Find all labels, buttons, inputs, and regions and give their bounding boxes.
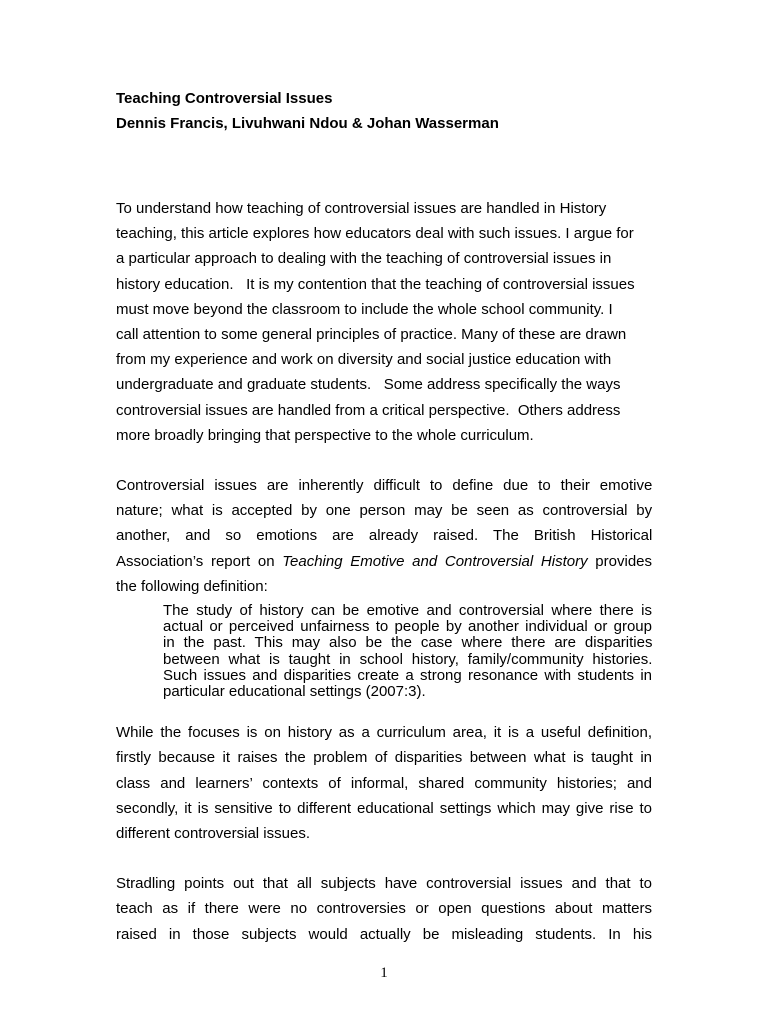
paragraph-line: more broadly bringing that perspective to the whole curriculum. bbox=[116, 426, 534, 444]
paragraph-line: secondly, it is sensitive to different educational settings which may give rise to bbox=[116, 799, 652, 817]
line-text: provides bbox=[587, 552, 653, 570]
paragraph-line: To understand how teaching of controversial issues are handled in History bbox=[116, 200, 607, 217]
block-quote bbox=[163, 603, 652, 700]
spacer bbox=[116, 448, 652, 473]
paragraph-line: undergraduate and graduate students. Some address specifically the ways bbox=[116, 376, 621, 394]
paragraph-line: While the focuses is on history as a curriculum area, it is a useful definition, bbox=[116, 724, 652, 742]
paragraph-line: a particular approach to dealing with the teaching of controversial issues in bbox=[116, 250, 612, 268]
paragraph-line: nature; what is accepted by one person may be seen as controversial by bbox=[116, 502, 653, 520]
paragraph-line: teach as if there were no controversies or open questions about matters bbox=[116, 900, 652, 918]
document-title: Teaching Controversial Issues bbox=[116, 90, 333, 107]
quote-line: actual or perceived unfairness to people by another individual or group bbox=[163, 618, 652, 636]
paragraph-line: must move beyond the classroom to include the whole school community. I bbox=[116, 300, 613, 318]
spacer bbox=[116, 136, 652, 196]
report-title-italic: Teaching Emotive and Controversial History bbox=[282, 552, 588, 570]
spacer bbox=[116, 700, 652, 720]
paragraph-line: raised in those subjects would actually be misleading students. In his bbox=[116, 925, 652, 943]
paragraph-line: different controversial issues. bbox=[116, 825, 310, 843]
spacer bbox=[116, 846, 652, 871]
paragraph-line: Stradling points out that all subjects have controversial issues and that to bbox=[116, 875, 652, 893]
quote-line: The study of history can be emotive and controversial where there is bbox=[163, 602, 652, 620]
paragraph-definition bbox=[116, 473, 652, 599]
line-text: Association’s report on bbox=[116, 552, 283, 570]
paragraph-stradling bbox=[116, 871, 652, 947]
quote-line: Such issues and disparities create a strong resonance with students in bbox=[163, 666, 652, 684]
quote-line: between what is taught in school history, family/community histories. bbox=[163, 650, 653, 668]
paragraph-line: firstly because it raises the problem of disparities between what is taught in bbox=[116, 749, 652, 767]
document-authors: Dennis Francis, Livuhwani Ndou & Johan Wasserman bbox=[116, 115, 499, 132]
quote-line: in the past. This may also be the case where there are disparities bbox=[163, 634, 653, 652]
paragraph-line-with-italic bbox=[116, 549, 652, 574]
document-page bbox=[116, 86, 652, 947]
paragraph-line: another, and so emotions are already raised. The British Historical bbox=[116, 527, 653, 545]
paragraph-line: the following definition: bbox=[116, 577, 268, 595]
paragraph-line: teaching, this article explores how educators deal with such issues. I argue for bbox=[116, 225, 634, 243]
paragraph-line: history education. It is my contention that the teaching of controversial issues bbox=[116, 275, 635, 293]
paragraph-line: class and learners’ contexts of informal, shared community histories; and bbox=[116, 774, 652, 792]
paragraph-intro bbox=[116, 196, 652, 448]
paragraph-line: controversial issues are handled from a critical perspective. Others address bbox=[116, 401, 621, 419]
paragraph-line: call attention to some general principles of practice. Many of these are drawn bbox=[116, 326, 627, 344]
paragraph-line: from my experience and work on diversity and social justice education with bbox=[116, 351, 612, 369]
quote-line: particular educational settings (2007:3). bbox=[163, 683, 426, 701]
page-number: 1 bbox=[380, 965, 388, 981]
paragraph-focus bbox=[116, 720, 652, 846]
paragraph-line: Controversial issues are inherently difficult to define due to their emotive bbox=[116, 477, 653, 495]
